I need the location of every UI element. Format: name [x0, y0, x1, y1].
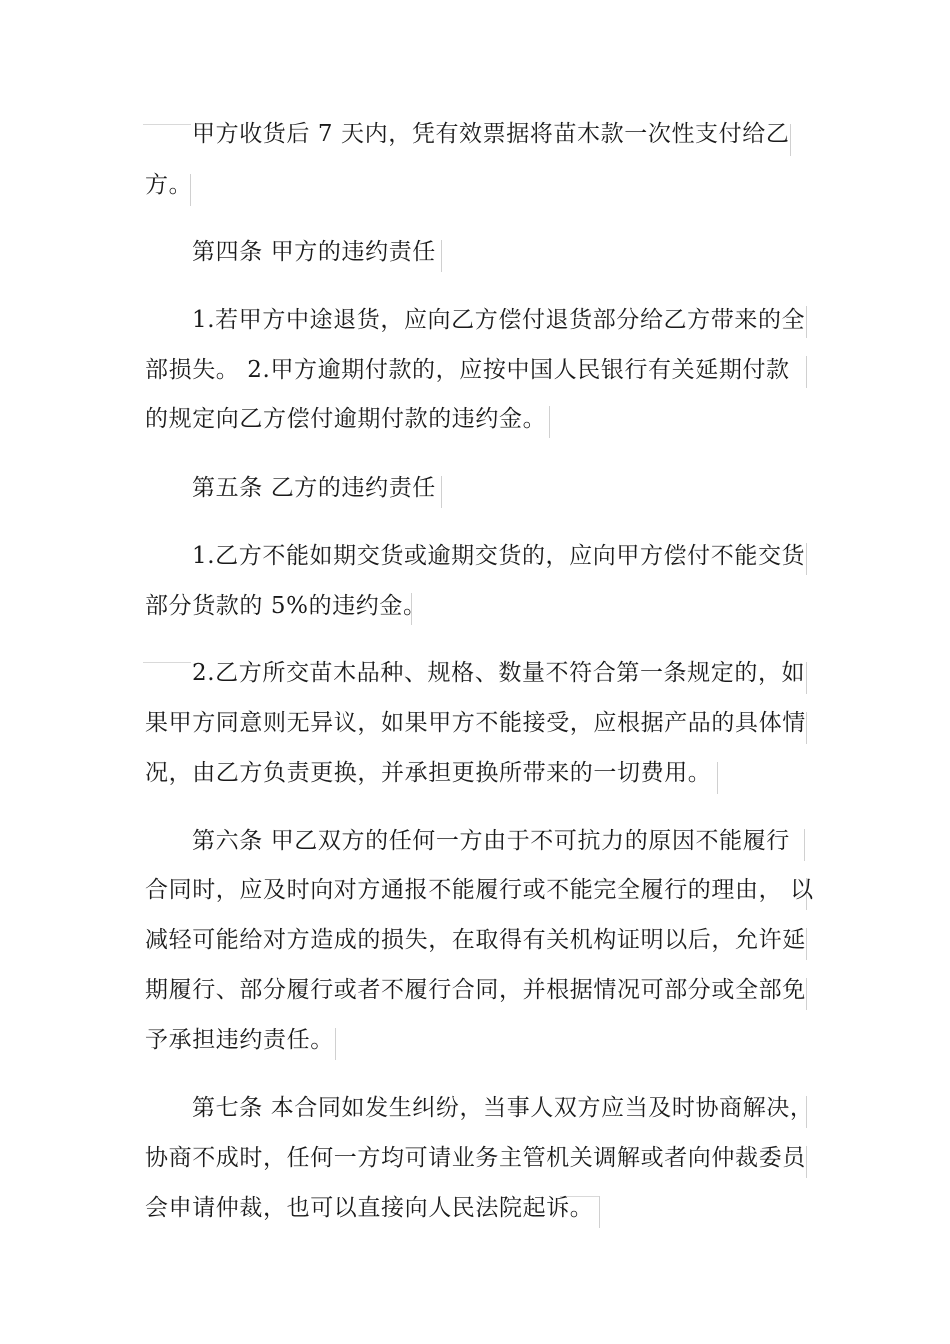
text-box-guide	[790, 124, 791, 156]
paragraph-line: 况，由乙方负责更换，并承担更换所带来的一切费用。	[145, 760, 712, 786]
text-box-guide	[806, 712, 807, 744]
text-box-guide	[806, 662, 807, 694]
paragraph-line: 协商不成时，任何一方均可请业务主管机关调解或者向仲裁委员	[145, 1145, 806, 1171]
paragraph-line: 第七条 本合同如发生纠纷，当事人双方应当及时协商解决，	[192, 1095, 814, 1121]
text-box-guide	[335, 1028, 336, 1060]
paragraph-line: 1.若甲方中途退货，应向乙方偿付退货部分给乙方带来的全	[192, 307, 806, 333]
article-heading: 第五条 乙方的违约责任	[192, 475, 436, 501]
paragraph-line: 会申请仲裁，也可以直接向人民法院起诉。	[145, 1195, 594, 1221]
paragraph-line: 减轻可能给对方造成的损失，在取得有关机构证明以后，允许延	[145, 927, 806, 953]
paragraph-line: 果甲方同意则无异议，如果甲方不能接受，应根据产品的具体情	[145, 710, 806, 736]
text-box-guide	[806, 356, 807, 388]
text-box-guide	[806, 978, 807, 1010]
paragraph-line: 部分货款的 5%的违约金。	[145, 593, 427, 619]
paragraph-line: 期履行、部分履行或者不履行合同，并根据情况可部分或全部免	[145, 977, 806, 1003]
paragraph-line: 的规定向乙方偿付逾期付款的违约金。	[145, 406, 547, 432]
text-box-guide	[717, 762, 718, 794]
text-box-guide	[599, 1196, 600, 1228]
paragraph-line: 1.乙方不能如期交货或逾期交货的，应向甲方偿付不能交货	[192, 543, 806, 569]
text-box-guide	[806, 928, 807, 960]
text-box-guide	[549, 406, 550, 438]
paragraph-line: 部损失。 2.甲方逾期付款的，应按中国人民银行有关延期付款	[145, 357, 790, 383]
paragraph-line: 甲方收货后 7 天内，凭有效票据将苗木款一次性支付给乙	[192, 121, 790, 147]
text-box-guide	[804, 829, 805, 861]
text-box-guide	[143, 662, 191, 663]
paragraph-line: 第六条 甲乙双方的任何一方由于不可抗力的原因不能履行	[192, 828, 790, 854]
text-box-guide	[143, 124, 191, 125]
text-box-guide	[806, 543, 807, 575]
paragraph-line: 合同时，应及时向对方通报不能履行或不能完全履行的理由， 以	[145, 877, 814, 903]
text-box-guide	[806, 1146, 807, 1178]
paragraph-line: 2.乙方所交苗木品种、规格、数量不符合第一条规定的，如	[192, 660, 806, 686]
article-heading: 第四条 甲方的违约责任	[192, 239, 436, 265]
text-box-guide	[441, 240, 442, 272]
paragraph-line: 予承担违约责任。	[145, 1027, 334, 1053]
text-box-guide	[441, 476, 442, 508]
text-box-guide	[806, 306, 807, 338]
paragraph-line: 方。	[145, 172, 193, 198]
